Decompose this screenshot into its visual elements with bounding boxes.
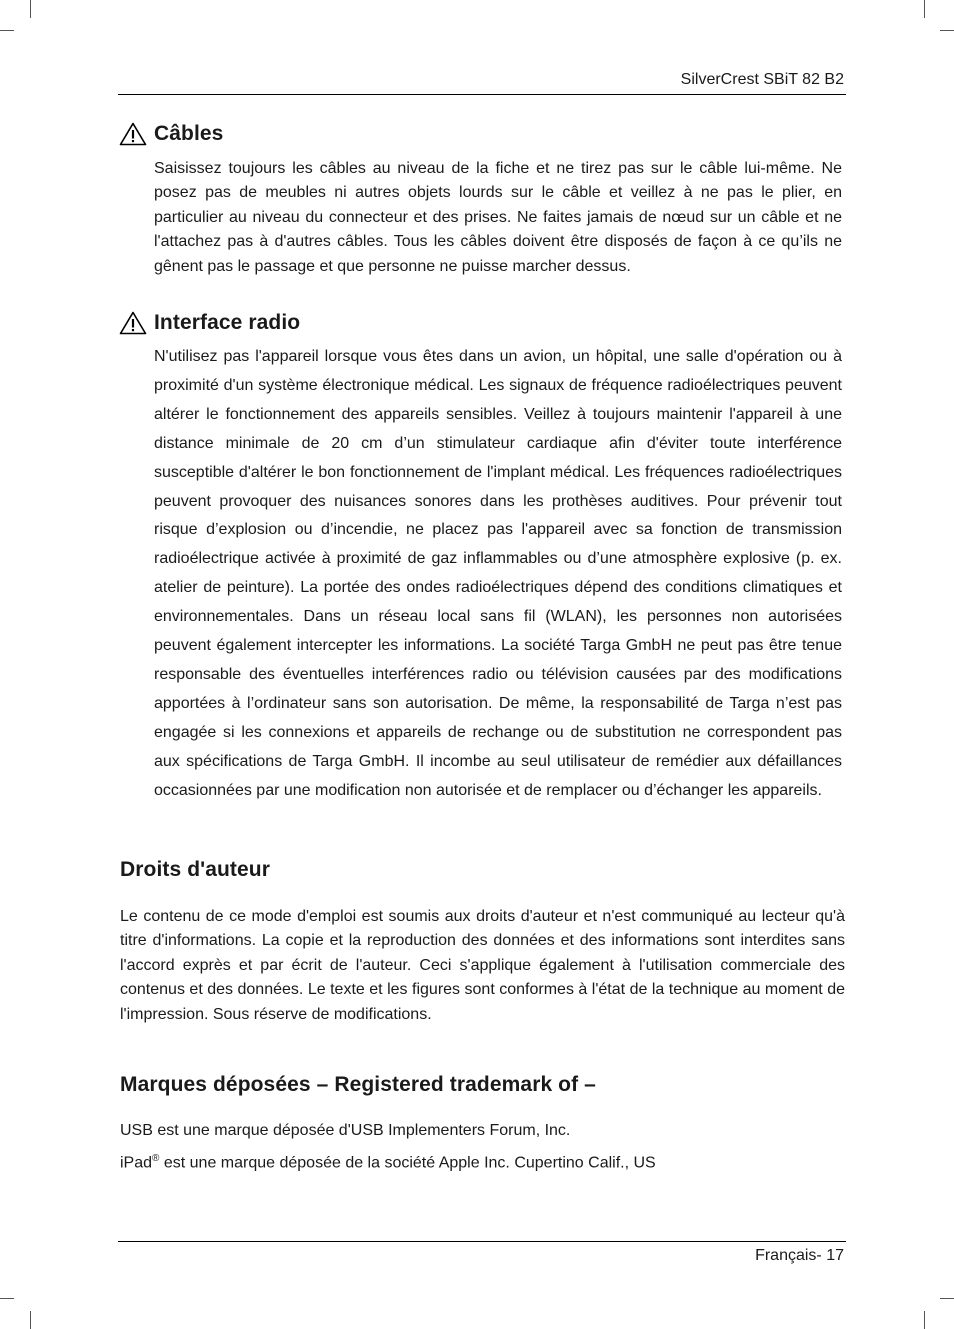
warning-triangle-icon [119, 311, 147, 335]
ipad-trademark-text: est une marque déposée de la société Apple Inc. Cupertino Calif., US [159, 1154, 656, 1172]
page-number: Français- 17 [755, 1247, 844, 1264]
section-heading-radio: Interface radio [154, 311, 301, 334]
crop-mark [940, 1298, 954, 1299]
warning-triangle-icon [119, 122, 147, 146]
registered-mark: ® [152, 1153, 160, 1164]
header-rule [118, 94, 846, 95]
crop-mark [30, 0, 31, 18]
footer-rule [118, 1241, 846, 1242]
crop-mark [30, 1311, 31, 1329]
crop-mark [0, 1298, 14, 1299]
crop-mark [924, 0, 925, 18]
ipad-name: iPad [120, 1154, 153, 1172]
cables-paragraph: Saisissez toujours les câbles au niveau de la fiche et ne tirez pas sur le câble lui-même. Ne posez pas de meubles ni autres objets lourds sur le câble et veillez à ne pas le plier, en particulier au niveau du connecteur et des prises. Ne faites jamais de nœud sur un câble et ne l'attachez pas à d'autres câbles. Tous les câbles doivent être disposés de façon à ce qu’ils ne gênent pas le passage et que personne ne puisse marcher dessus. [154, 160, 842, 275]
section-heading-copyright: Droits d'auteur [120, 858, 271, 881]
crop-mark [940, 30, 954, 31]
running-header: SilverCrest SBiT 82 B2 [680, 71, 844, 88]
crop-mark [0, 30, 14, 31]
copyright-paragraph: Le contenu de ce mode d'emploi est soumis aux droits d'auteur et n'est communiqué au lecteur qu'à titre d'informations. La copie et la reproduction des données et des informations sont interdites sans l'accord exprès et par écrit de l'auteur. Ceci s'applique également à l'utilisation commerciale des contenus et des données. Le texte et les figures sont conformes à l'état de la technique au moment de l'impression. Sous réserve de modifications. [120, 908, 845, 1023]
section-heading-cables: Câbles [154, 122, 224, 145]
crop-mark [924, 1311, 925, 1329]
section-heading-trademarks: Marques déposées – Registered trademark of – [120, 1073, 596, 1096]
ipad-trademark-line [120, 1153, 656, 1172]
usb-trademark-line: USB est une marque déposée d'USB Implementers Forum, Inc. [120, 1122, 571, 1139]
radio-paragraph: N'utilisez pas l'appareil lorsque vous êtes dans un avion, un hôpital, une salle d'opération ou à proximité d'un système électronique médical. Les signaux de fréquence radioélectriques peuvent altérer le fonctionnement des appareils sensibles. Veillez à toujours maintenir l'appareil à une distance minimale de 20 cm d’un stimulateur cardiaque afin d'éviter toute interférence susceptible d'altérer le bon fonctionnement de l'implant médical. Les fréquences radioélectriques peuvent provoquer des nuisances sonores dans les prothèses auditives. Pour prévenir tout risque d’explosion ou d’incendie, ne placez pas l'appareil avec sa fonction de transmission radioélectrique activée à proximité de gaz inflammables ou d’une atmosphère explosive (p. ex. atelier de peinture). La portée des ondes radioélectriques dépend des conditions climatiques et environnementales. Dans un réseau local sans fil (WLAN), les personnes non autorisées peuvent également intercepter les informations. La société Targa GmbH ne peut pas être tenue responsable des éventuelles interférences radio ou télévision causées par des modifications apportées à l’ordinateur sans son autorisation. De même, la responsabilité de Targa n’est pas engagée si les connexions et appareils de rechange ou de substitution ne correspondent pas aux spécifications de Targa GmbH. Il incombe au seul utilisateur de remédier aux défaillances occasionnées par une modification non autorisée et de remplacer ou d’échanger les appareils. [154, 348, 842, 799]
